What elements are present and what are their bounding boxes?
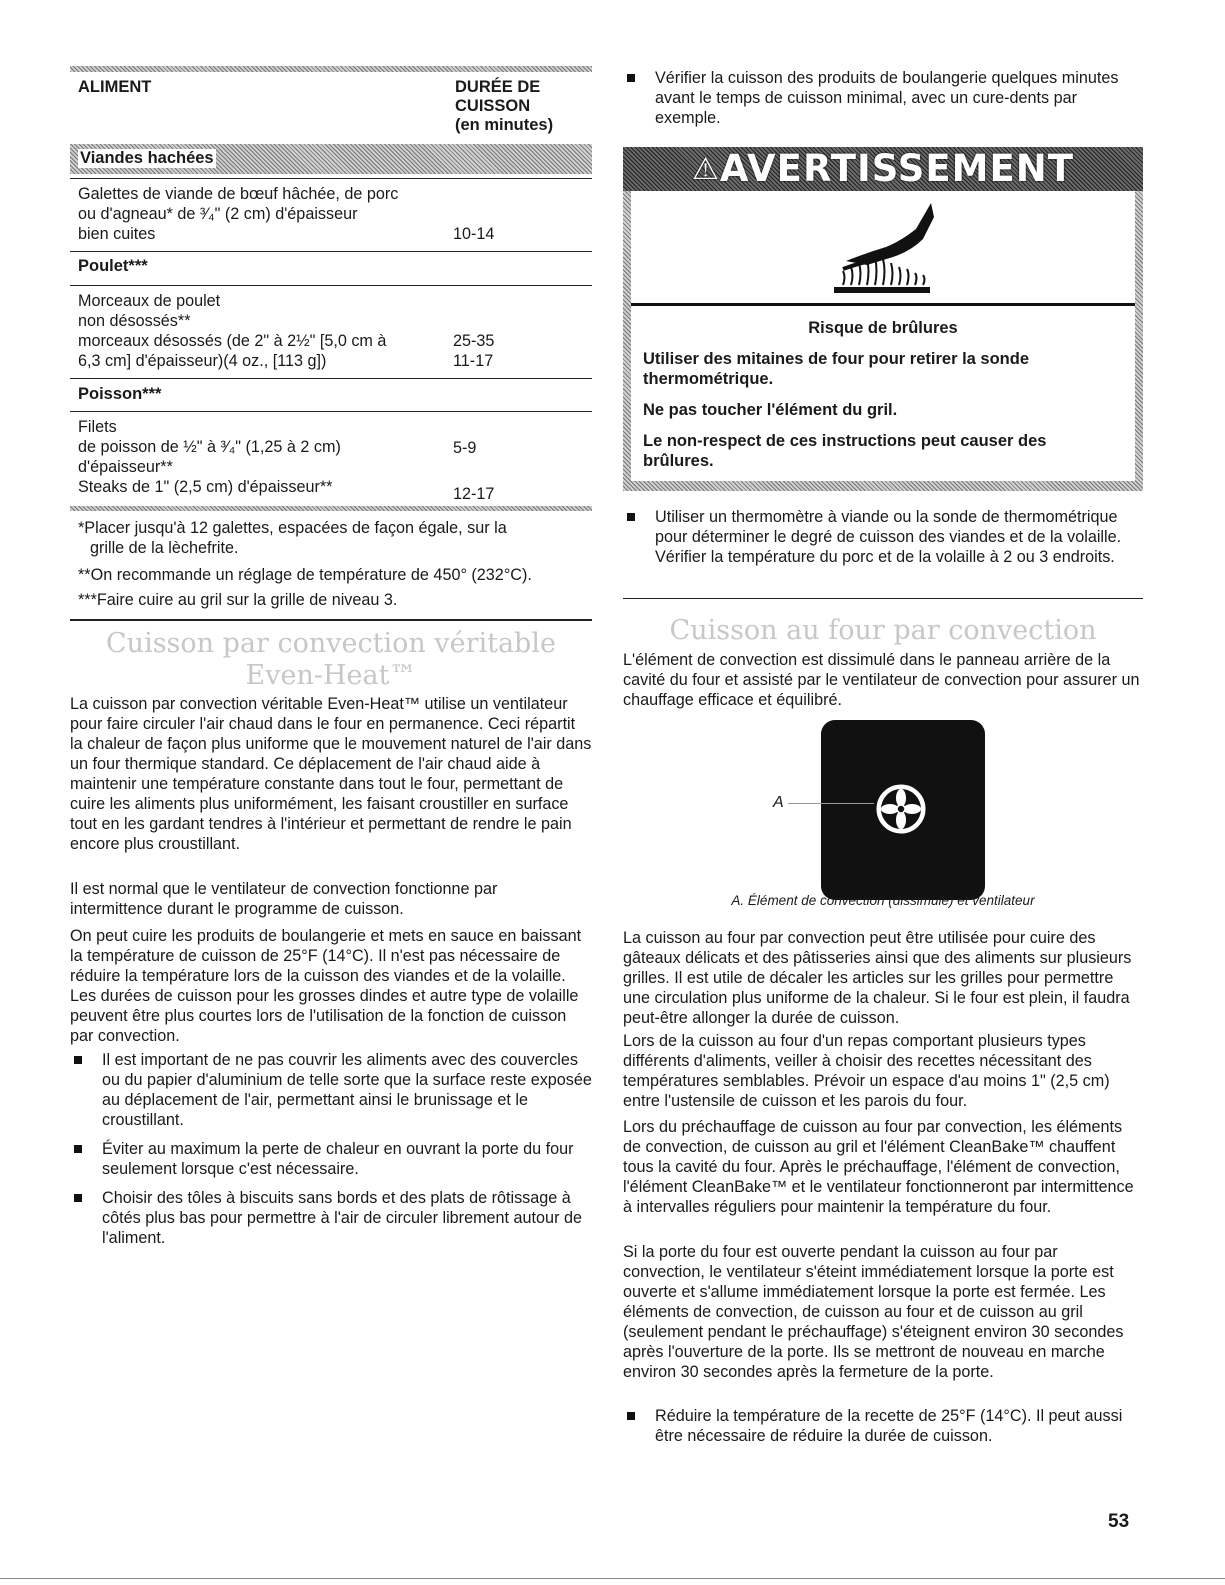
section-title-line1: Cuisson par convection véritable <box>106 628 556 659</box>
header-duration-line1: DURÉE DE <box>455 78 541 96</box>
warning-risk: Risque de brûlures <box>808 319 958 337</box>
table-cell-duration: 5-9 <box>453 439 477 457</box>
warning-line: Ne pas toucher l'élément du gril. <box>643 401 898 419</box>
figure-label: A <box>773 794 784 811</box>
table-cell-duration: 12-17 <box>453 485 495 503</box>
cell-line: d'épaisseur** <box>78 458 173 476</box>
cell-line: bien cuites <box>78 225 156 243</box>
footnote-line: *Placer jusqu'à 12 galettes, espacées de façon égale, sur la <box>78 519 507 537</box>
table-cell-food <box>78 417 341 497</box>
table-cell-duration: 25-35 <box>453 332 495 350</box>
section-title <box>70 628 592 692</box>
section-title-line2: Even-Heat™ <box>245 660 417 691</box>
footnote-line: grille de la lèchefrite. <box>90 539 239 557</box>
paragraph: Il est normal que le ventilateur de convection fonctionne par intermittence durant le programme de cuisson. <box>70 880 498 918</box>
paragraph: L'élément de convection est dissimulé dans le panneau arrière de la cavité du four et assisté par le ventilateur de convection pour assurer un chauffage efficace et équilibré. <box>623 651 1140 709</box>
header-duration-line3: (en minutes) <box>455 116 554 134</box>
bullet-icon <box>627 74 635 82</box>
warning-box <box>623 147 1143 491</box>
bullet-text: Réduire la température de la recette de 25°F (14°C). Il peut aussi être nécessaire de réduire la durée de cuisson. <box>655 1407 1123 1445</box>
figure-caption: A. Élément de convection (dissimulé) et ventilateur <box>731 893 1035 908</box>
warning-illustration <box>631 191 1135 306</box>
category-label: Poulet*** <box>78 257 148 275</box>
paragraph: Lors du préchauffage de cuisson au four par convection, les éléments de convection, de cuisson au gril et l'élément CleanBake™ chauffent tous la cavité du four. Après le préchauffage, l'élément de convection, l'élément CleanBake™ et le ventilateur fonctionneront par intermittence à intervalles réguliers pour maintenir la température du four. <box>623 1118 1134 1216</box>
footnote-2: **On recommande un réglage de température de 450° (232°C). <box>78 566 532 584</box>
cell-line: de poisson de ½" à ³⁄₄" (1,25 à 2 cm) <box>78 438 341 456</box>
table-rule <box>70 251 592 252</box>
convection-figure <box>623 720 1143 910</box>
warning-title-text: AVERTISSEMENT <box>719 147 1074 190</box>
warning-line: Le non-respect de ces instructions peut causer des brûlures. <box>643 432 1047 470</box>
cell-line: Steaks de 1" (2,5 cm) d'épaisseur** <box>78 478 333 496</box>
bullet-icon <box>74 1145 82 1153</box>
warning-triangle-icon: ⚠ <box>692 152 720 187</box>
table-cell-food <box>78 184 398 244</box>
table-header-duration <box>455 78 553 135</box>
bullet-text: Utiliser un thermomètre à viande ou la sonde de thermométrique pour déterminer le degré de cuisson des viandes et de la volaille. Vérifier la température du porc et de la volaille à 2 ou 3 endroits. <box>655 508 1122 566</box>
cell-line: Galettes de viande de bœuf hâchée, de porc <box>78 185 399 203</box>
warning-title <box>623 147 1143 192</box>
fan-icon <box>872 780 930 838</box>
bullet-text: Éviter au maximum la perte de chaleur en ouvrant la porte du four seulement lorsque c'est nécessaire. <box>102 1140 574 1178</box>
bullet-text: Vérifier la cuisson des produits de boulangerie quelques minutes avant le temps de cuisson minimal, avec un cure-dents par exemple. <box>655 69 1119 127</box>
bullet-item <box>70 1050 592 1130</box>
section-divider <box>70 619 592 621</box>
category-label: Viandes hachées <box>80 149 214 167</box>
category-label: Poisson*** <box>78 385 162 403</box>
table-cell-food <box>78 291 386 371</box>
footnote-1 <box>78 518 588 558</box>
bullet-icon <box>627 513 635 521</box>
cell-line: morceaux désossés (de 2" à 2½" [5,0 cm à <box>78 332 387 350</box>
table-rule <box>70 411 592 412</box>
paragraph: On peut cuire les produits de boulangerie et mets en sauce en baissant la température de cuisson de 25°F (14°C). Il n'est pas nécessaire de réduire la température lors de la cuisson des viandes et de la volaille. Les durées de cuisson pour les grosses dindes et autre type de volaille peuvent être plus courtes lors de l'utilisation de la fonction de cuisson par convection. <box>70 927 582 1045</box>
table-rule <box>70 378 592 379</box>
paragraph: Si la porte du four est ouverte pendant la cuisson au four par convection, le ventilateur s'éteint immédiatement lorsque la porte est ouverte et s'allume immédiatement lorsque la porte est fermée. Les éléments de convection, de cuisson au four et de cuisson au gril (seulement pendant le préchauffage) s'éteignent environ 30 secondes après l'ouverture de la porte. Ils se mettront de nouveau en marche environ 30 secondes après la fermeture de la porte. <box>623 1243 1124 1381</box>
bullet-item <box>623 68 1145 128</box>
table-rule <box>70 285 592 286</box>
bullet-icon <box>74 1056 82 1064</box>
table-cell-duration: 10-14 <box>453 225 495 243</box>
bullet-item <box>70 1188 592 1248</box>
cell-line: Filets <box>78 418 117 436</box>
paragraph: La cuisson au four par convection peut être utilisée pour cuire des gâteaux délicats et des pâtisseries ainsi que des aliments sur plusieurs grilles. Il est utile de décaler les articles sur les grilles pour permettre une circulation plus uniforme de la chaleur. Si le four est plein, il faudra peut-être allonger la durée de cuisson. <box>623 929 1132 1027</box>
header-duration-line2: CUISSON <box>455 97 531 115</box>
table-header-food: ALIMENT <box>78 78 152 96</box>
bullet-icon <box>74 1194 82 1202</box>
warning-text <box>631 306 1135 481</box>
table-cell-duration: 11-17 <box>453 352 494 370</box>
section-title: Cuisson au four par convection <box>669 615 1097 646</box>
page-number: 53 <box>1108 1511 1130 1532</box>
section-divider <box>623 598 1143 599</box>
hand-burn-icon <box>631 191 1135 303</box>
warning-line: Utiliser des mitaines de four pour retirer la sonde thermométrique. <box>643 350 1030 388</box>
paragraph: La cuisson par convection véritable Even-Heat™ utilise un ventilateur pour faire circuler l'air chaud dans le four en permanence. Ceci répartit la chaleur de façon plus uniforme que le mouvement naturel de l'air dans un four thermique standard. Ce déplacement de l'air chaud aide à maintenir une température constante dans tout le four, permettant de cuire les aliments plus uniformément, les faisant croustiller en surface tout en les gardant tendres à l'intérieur et permettant de rendre le pain encore plus croustillant. <box>70 695 592 853</box>
bullet-icon <box>627 1412 635 1420</box>
bullet-text: Il est important de ne pas couvrir les aliments avec des couvercles ou du papier d'aluminium de telle sorte que la surface reste exposée au déplacement de l'air, permettant ainsi le brunissage et le croustillant. <box>102 1051 592 1129</box>
cell-line: Morceaux de poulet <box>78 292 221 310</box>
footnote-3: ***Faire cuire au gril sur la grille de niveau 3. <box>78 591 398 609</box>
paragraph: Lors de la cuisson au four d'un repas comportant plusieurs types différents d'aliments, veiller à choisir des recettes nécessitant des températures semblables. Prévoir un espace d'au moins 1" (2,5 cm) entre l'ustensile de cuisson et les parois du four. <box>623 1032 1110 1110</box>
bullet-item <box>70 1139 592 1179</box>
bullet-item <box>623 1406 1145 1446</box>
bullet-item <box>623 507 1145 567</box>
cell-line: ou d'agneau* de ³⁄₄" (2 cm) d'épaisseur <box>78 205 358 223</box>
cell-line: 6,3 cm] d'épaisseur)(4 oz., [113 g]) <box>78 352 327 370</box>
figure-leader-line <box>788 803 878 804</box>
table-rule <box>70 178 592 179</box>
cell-line: non désossés** <box>78 312 191 330</box>
bullet-text: Choisir des tôles à biscuits sans bords et des plats de rôtissage à côtés plus bas pour permettre à l'air de circuler librement autour de l'aliment. <box>102 1189 582 1247</box>
table-bottom-rule <box>70 506 592 511</box>
page-bottom-edge <box>0 1578 1225 1579</box>
table-top-rule <box>70 66 592 72</box>
table-category-row <box>70 144 592 174</box>
